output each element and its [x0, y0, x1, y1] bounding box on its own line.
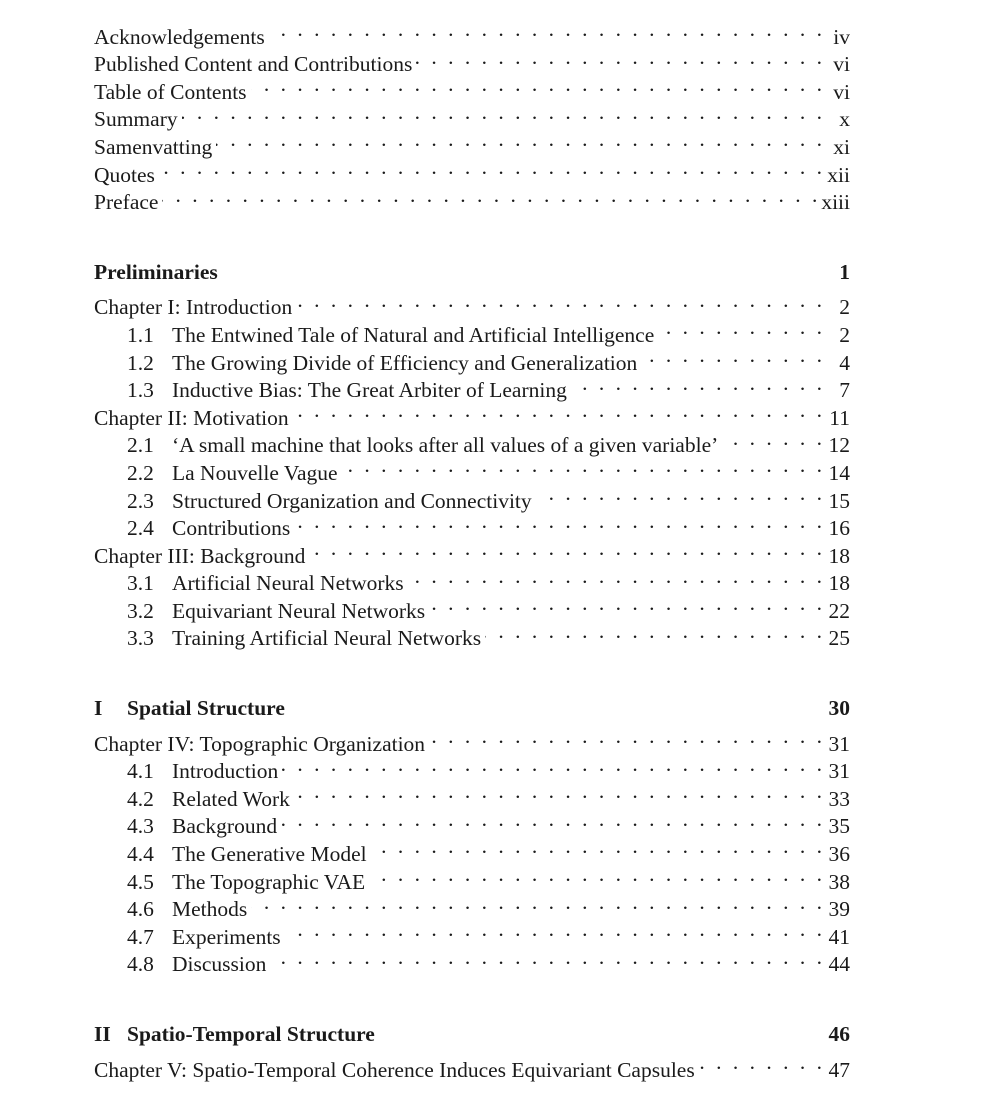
section-title: The Growing Divide of Efficiency and Generalization [172, 350, 638, 375]
section-title: La Nouvelle Vague [172, 460, 338, 485]
section-page: 12 [828, 433, 850, 458]
entry-page: xiii [821, 190, 850, 215]
entry-page: x [839, 107, 850, 132]
dot-leader [281, 806, 822, 834]
section-number: 4.7 [127, 924, 154, 949]
chapter-title: Chapter V: Spatio-Temporal Coherence Induces Equivariant Capsules [94, 1057, 695, 1082]
dot-leader [658, 314, 822, 342]
dot-leader [429, 723, 822, 751]
section-page: 2 [839, 322, 850, 347]
section-page: 14 [828, 460, 850, 485]
entry-title: Table of Contents [94, 79, 247, 104]
section-number: 3.3 [127, 626, 154, 651]
entry-title: Published Content and Contributions [94, 52, 413, 77]
dot-leader [296, 287, 822, 315]
section-title: Equivariant Neural Networks [172, 598, 426, 623]
dot-leader [294, 778, 822, 806]
section-page: 15 [828, 488, 850, 513]
part-title: Preliminaries [94, 260, 218, 285]
part-page: 1 [839, 260, 850, 285]
part-title: Spatial Structure [127, 696, 285, 721]
dot-leader [571, 370, 822, 398]
section-number: 4.2 [127, 786, 154, 811]
entry-title: Quotes [94, 162, 155, 187]
part-heading-preliminaries[interactable] [94, 259, 850, 287]
chapter-entry-1[interactable] [94, 287, 850, 320]
dot-leader [371, 833, 822, 861]
section-number: 4.5 [127, 869, 154, 894]
part-two-section [94, 1021, 850, 1082]
preliminaries-section [94, 259, 850, 651]
section-page: 38 [828, 869, 850, 894]
section-title: Training Artificial Neural Networks [172, 626, 482, 651]
dot-leader [699, 1049, 822, 1077]
part-number: II [94, 1022, 111, 1047]
part-page: 46 [828, 1022, 850, 1047]
chapter-entry-4[interactable] [94, 723, 850, 756]
dot-leader [342, 452, 822, 480]
section-page: 7 [839, 378, 850, 403]
part-one-section [94, 695, 850, 977]
section-page: 44 [828, 952, 850, 977]
part-page: 30 [828, 696, 850, 721]
chapter-title: Chapter IV: Topographic Organization [94, 731, 426, 756]
chapter-title: Chapter II: Motivation [94, 405, 289, 430]
toc-entry-samenvatting[interactable] [94, 126, 850, 159]
dot-leader [251, 71, 822, 99]
dot-leader [251, 889, 822, 917]
dot-leader [159, 154, 822, 182]
toc-entry-acknowledgements[interactable] [94, 16, 850, 49]
section-number: 4.8 [127, 952, 154, 977]
section-number: 2.4 [127, 516, 154, 541]
dot-leader [282, 751, 822, 779]
dot-leader [429, 590, 822, 618]
part-title: Spatio-Temporal Structure [127, 1022, 375, 1047]
section-page: 41 [828, 924, 850, 949]
chapter-title: Chapter III: Background [94, 543, 306, 568]
entry-page: vi [833, 79, 850, 104]
part-number: I [94, 696, 103, 721]
section-title: Background [172, 814, 278, 839]
section-number: 2.1 [127, 433, 154, 458]
chapter-page: 18 [828, 543, 850, 568]
dot-leader [369, 861, 822, 889]
entry-title: Acknowledgements [94, 24, 265, 49]
dot-leader [285, 916, 822, 944]
entry-title: Samenvatting [94, 134, 213, 159]
chapter-page: 31 [828, 731, 850, 756]
section-number: 3.1 [127, 571, 154, 596]
section-number: 1.3 [127, 378, 154, 403]
dot-leader [536, 480, 822, 508]
entry-page: xi [833, 134, 850, 159]
section-title: Discussion [172, 952, 267, 977]
dot-leader [416, 44, 822, 72]
chapter-page: 47 [828, 1057, 850, 1082]
section-title: Methods [172, 897, 248, 922]
section-page: 35 [828, 814, 850, 839]
section-title: Artificial Neural Networks [172, 571, 404, 596]
chapter-page: 11 [829, 405, 850, 430]
dot-leader [722, 425, 822, 453]
chapter-page: 2 [839, 295, 850, 320]
section-title: The Topographic VAE [172, 869, 366, 894]
section-page: 39 [828, 897, 850, 922]
dot-leader [408, 563, 822, 591]
toc-entry-preface[interactable] [94, 182, 850, 215]
section-number: 1.2 [127, 350, 154, 375]
entry-title: Summary [94, 107, 178, 132]
dot-leader [309, 535, 822, 563]
section-title: The Generative Model [172, 842, 367, 867]
section-title: Inductive Bias: The Great Arbiter of Learning [172, 378, 567, 403]
section-number: 4.1 [127, 759, 154, 784]
section-title: Related Work [172, 786, 290, 811]
section-page: 33 [828, 786, 850, 811]
section-number: 4.3 [127, 814, 154, 839]
section-number: 4.6 [127, 897, 154, 922]
section-title: ‘A small machine that looks after all values of a given variable’ [172, 433, 719, 458]
section-title: Experiments [172, 924, 281, 949]
entry-page: vi [833, 52, 850, 77]
section-number: 1.1 [127, 322, 154, 347]
section-page: 4 [839, 350, 850, 375]
section-page: 22 [828, 598, 850, 623]
entry-page: iv [833, 24, 850, 49]
dot-leader [641, 342, 822, 370]
section-number: 4.4 [127, 842, 154, 867]
table-of-contents [94, 16, 850, 1082]
toc-entry-summary[interactable] [94, 99, 850, 132]
chapter-title: Chapter I: Introduction [94, 295, 293, 320]
part-heading-spatial-structure[interactable] [94, 695, 850, 723]
dot-leader [270, 944, 822, 972]
section-title: Contributions [172, 516, 291, 541]
dot-leader [162, 182, 817, 210]
section-title: The Entwined Tale of Natural and Artificial Intelligence [172, 322, 655, 347]
entry-page: xii [827, 162, 850, 187]
chapter-entry-5[interactable] [94, 1049, 850, 1082]
part-heading-spatio-temporal-structure[interactable] [94, 1021, 850, 1049]
dot-leader [294, 508, 822, 536]
section-number: 3.2 [127, 598, 154, 623]
dot-leader [182, 99, 822, 127]
front-matter [94, 16, 850, 215]
dot-leader [269, 16, 822, 44]
section-title: Structured Organization and Connectivity [172, 488, 532, 513]
entry-title: Preface [94, 190, 159, 215]
dot-leader [216, 126, 822, 154]
section-title: Introduction [172, 759, 279, 784]
section-page: 16 [828, 516, 850, 541]
section-page: 31 [828, 759, 850, 784]
toc-entry-quotes[interactable] [94, 154, 850, 187]
section-page: 18 [828, 571, 850, 596]
section-page: 25 [828, 626, 850, 651]
section-number: 2.2 [127, 460, 154, 485]
section-page: 36 [828, 842, 850, 867]
dot-leader [293, 397, 822, 425]
dot-leader [485, 618, 822, 646]
section-number: 2.3 [127, 488, 154, 513]
